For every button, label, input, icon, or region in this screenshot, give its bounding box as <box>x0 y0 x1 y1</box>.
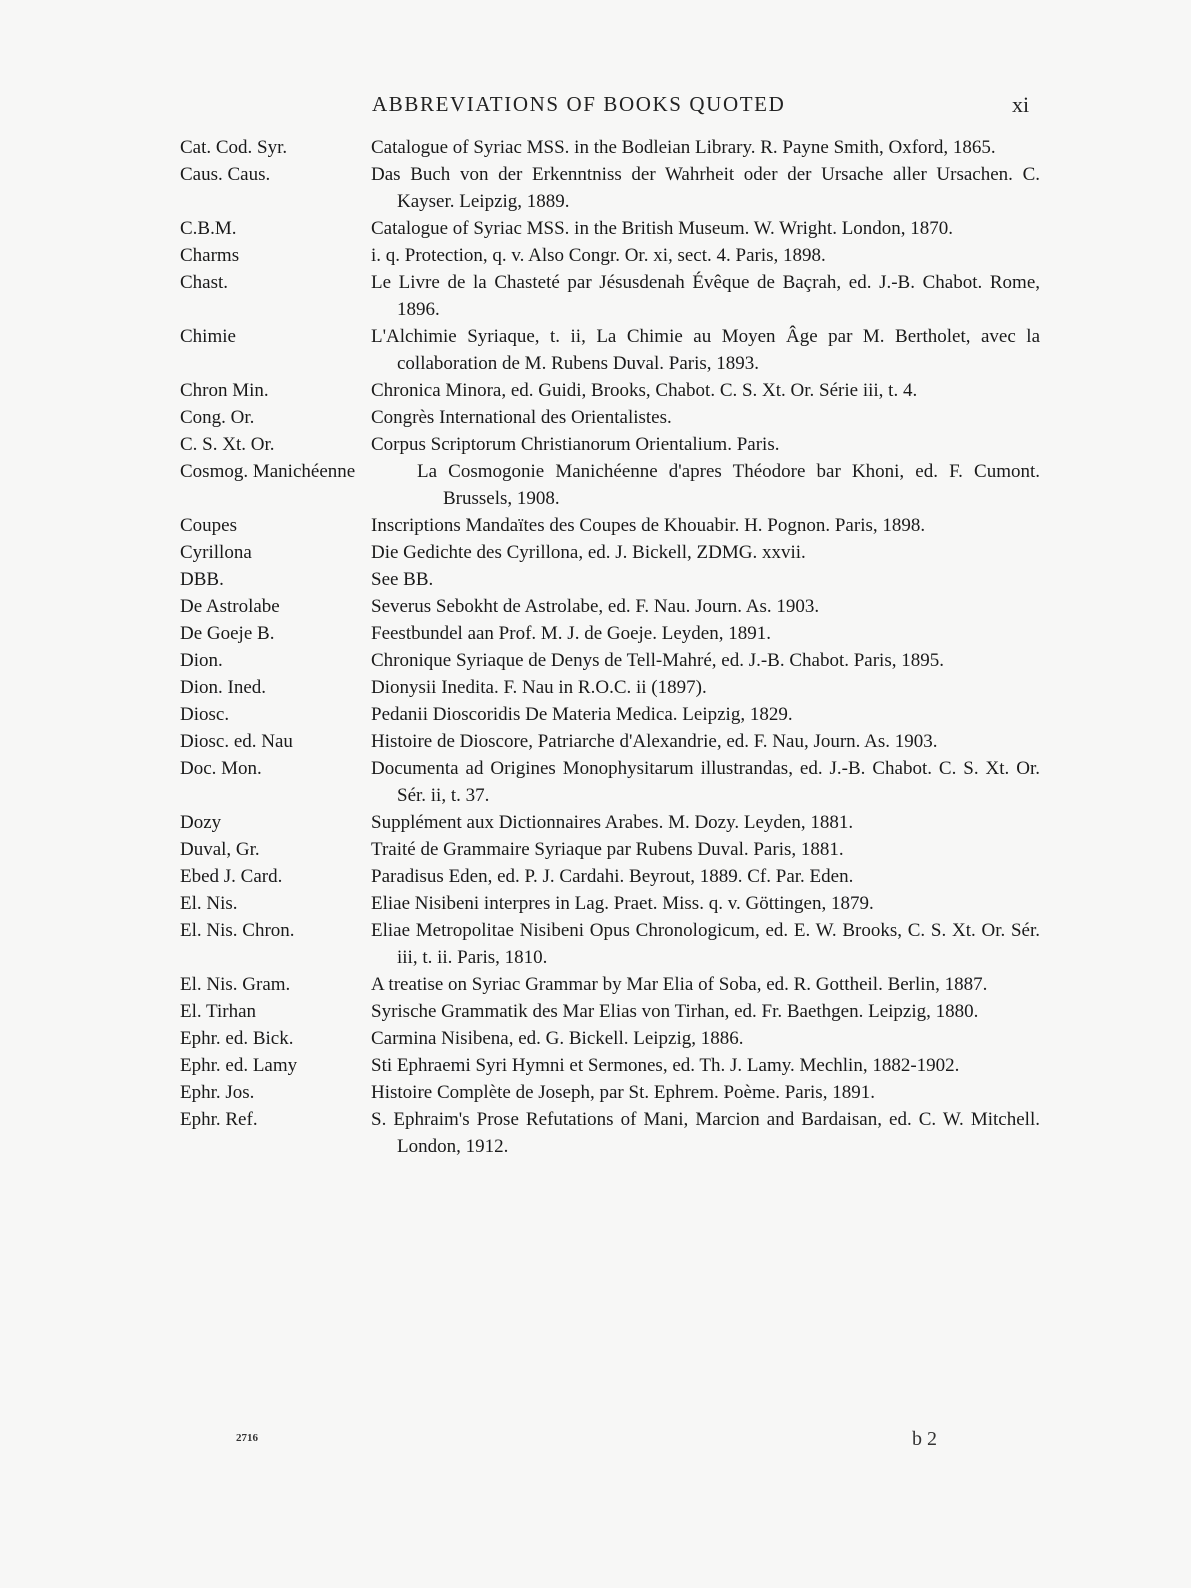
entry-abbreviation: DBB. <box>180 569 224 590</box>
entry-description: Eliae Nisibeni interpres in Lag. Praet. Miss. q. v. Göttingen, 1879. <box>371 893 874 914</box>
entry-description: Inscriptions Mandaïtes des Coupes de Khouabir. H. Pognon. Paris, 1898. <box>371 515 926 536</box>
entry-abbreviation: Cyrillona <box>180 542 252 563</box>
abbreviation-entry <box>180 998 1040 1025</box>
abbreviation-entry <box>180 890 1040 917</box>
running-title: ABBREVIATIONS OF BOOKS QUOTED <box>372 92 786 116</box>
entry-description: Eliae Metropolitae Nisibeni Opus Chronologicum, ed. E. W. Brooks, C. S. Xt. Or. Sér. iii, t. ii. Paris, 1810. <box>371 920 1040 968</box>
abbreviation-entry <box>180 377 1040 404</box>
entry-abbreviation: Coupes <box>180 515 237 536</box>
entry-description: Sti Ephraemi Syri Hymni et Sermones, ed. Th. J. Lamy. Mechlin, 1882-1902. <box>371 1055 960 1076</box>
abbreviation-entry <box>180 404 1040 431</box>
entry-abbreviation: Chron Min. <box>180 380 269 401</box>
abbreviation-entry <box>180 755 1040 809</box>
entry-description: Histoire Complète de Joseph, par St. Ephrem. Poème. Paris, 1891. <box>371 1082 875 1103</box>
entry-description: i. q. Protection, q. v. Also Congr. Or. xi, sect. 4. Paris, 1898. <box>371 245 826 266</box>
abbreviation-entry <box>180 674 1040 701</box>
entry-abbreviation: Ebed J. Card. <box>180 866 283 887</box>
entry-description: Paradisus Eden, ed. P. J. Cardahi. Beyrout, 1889. Cf. Par. Eden. <box>371 866 854 887</box>
abbreviation-entry <box>180 728 1040 755</box>
entry-description: Das Buch von der Erkenntniss der Wahrheit oder der Ursache aller Ursachen. C. Kayser. Leipzig, 1889. <box>371 164 1040 212</box>
abbreviation-entry <box>180 1025 1040 1052</box>
abbreviation-entry <box>180 539 1040 566</box>
entry-abbreviation: Doc. Mon. <box>180 758 262 779</box>
abbreviation-entry <box>180 809 1040 836</box>
entry-abbreviation: Ephr. Jos. <box>180 1082 255 1103</box>
abbreviation-entry <box>180 458 1040 512</box>
entry-description: L'Alchimie Syriaque, t. ii, La Chimie au Moyen Âge par M. Bertholet, avec la collaboration de M. Rubens Duval. Paris, 1893. <box>371 326 1040 374</box>
entry-abbreviation: De Goeje B. <box>180 623 275 644</box>
entry-abbreviation: Cong. Or. <box>180 407 255 428</box>
entry-abbreviation: C. S. Xt. Or. <box>180 434 275 455</box>
entry-abbreviation: Chast. <box>180 272 229 293</box>
abbreviation-entry <box>180 161 1040 215</box>
entry-abbreviation: Cat. Cod. Syr. <box>180 137 288 158</box>
page-header <box>0 92 1191 122</box>
signature-mark: b 2 <box>912 1428 937 1450</box>
abbreviation-entry <box>180 863 1040 890</box>
signature-number: 2716 <box>236 1432 258 1444</box>
entry-abbreviation: Duval, Gr. <box>180 839 260 860</box>
abbreviation-entry <box>180 1052 1040 1079</box>
entry-description: Le Livre de la Chasteté par Jésusdenah Évêque de Baçrah, ed. J.-B. Chabot. Rome, 1896. <box>371 272 1040 320</box>
entry-description: Documenta ad Origines Monophysitarum illustrandas, ed. J.-B. Chabot. C. S. Xt. Or. Sér. ii, t. 37. <box>371 758 1040 806</box>
abbreviation-entry <box>180 701 1040 728</box>
page-number: xi <box>1012 92 1030 117</box>
entry-description: Carmina Nisibena, ed. G. Bickell. Leipzig, 1886. <box>371 1028 744 1049</box>
entry-description: Catalogue of Syriac MSS. in the British Museum. W. Wright. London, 1870. <box>371 218 954 239</box>
entry-description: Corpus Scriptorum Christianorum Orientalium. Paris. <box>371 434 780 455</box>
entry-abbreviation: Caus. Caus. <box>180 164 271 185</box>
entry-description: Pedanii Dioscoridis De Materia Medica. Leipzig, 1829. <box>371 704 793 725</box>
entry-abbreviation: Dozy <box>180 812 222 833</box>
abbreviation-entry <box>180 1079 1040 1106</box>
entry-description: Severus Sebokht de Astrolabe, ed. F. Nau. Journ. As. 1903. <box>371 596 820 617</box>
entry-description: Feestbundel aan Prof. M. J. de Goeje. Leyden, 1891. <box>371 623 771 644</box>
entry-abbreviation: Dion. <box>180 650 223 671</box>
entry-abbreviation: Ephr. ed. Lamy <box>180 1055 298 1076</box>
abbreviation-entry <box>180 566 1040 593</box>
abbreviation-entry <box>180 269 1040 323</box>
abbreviation-entry <box>180 215 1040 242</box>
abbreviation-entry <box>180 917 1040 971</box>
abbreviation-entry <box>180 971 1040 998</box>
entry-description: Chronica Minora, ed. Guidi, Brooks, Chabot. C. S. Xt. Or. Série iii, t. 4. <box>371 380 918 401</box>
entry-description: Congrès International des Orientalistes. <box>371 407 672 428</box>
entry-abbreviation: Chimie <box>180 326 236 347</box>
abbreviation-entry <box>180 134 1040 161</box>
abbreviation-entry <box>180 620 1040 647</box>
abbreviation-list <box>180 134 1040 1160</box>
entry-abbreviation: El. Nis. <box>180 893 238 914</box>
entry-abbreviation: Charms <box>180 245 240 266</box>
abbreviation-entry <box>180 323 1040 377</box>
entry-description: A treatise on Syriac Grammar by Mar Elia of Soba, ed. R. Gottheil. Berlin, 1887. <box>371 974 988 995</box>
abbreviation-entry <box>180 593 1040 620</box>
entry-abbreviation: De Astrolabe <box>180 596 280 617</box>
abbreviation-entry <box>180 1106 1040 1160</box>
abbreviation-entry <box>180 431 1040 458</box>
entry-abbreviation: El. Nis. Gram. <box>180 974 291 995</box>
entry-description: Dionysii Inedita. F. Nau in R.O.C. ii (1897). <box>371 677 707 698</box>
entry-abbreviation: C.B.M. <box>180 218 237 239</box>
entry-description: Chronique Syriaque de Denys de Tell-Mahré, ed. J.-B. Chabot. Paris, 1895. <box>371 650 944 671</box>
abbreviation-entry <box>180 512 1040 539</box>
entry-description: S. Ephraim's Prose Refutations of Mani, Marcion and Bardaisan, ed. C. W. Mitchell. London, 1912. <box>371 1109 1040 1157</box>
entry-description: Syrische Grammatik des Mar Elias von Tirhan, ed. Fr. Baethgen. Leipzig, 1880. <box>371 1001 979 1022</box>
abbreviation-entry <box>180 242 1040 269</box>
entry-abbreviation: Cosmog. Manichéenne <box>180 461 356 482</box>
entry-abbreviation: Diosc. ed. Nau <box>180 731 293 752</box>
entry-description: Traité de Grammaire Syriaque par Rubens Duval. Paris, 1881. <box>371 839 844 860</box>
entry-description: La Cosmogonie Manichéenne d'apres Théodore bar Khoni, ed. F. Cumont. Brussels, 1908. <box>417 461 1040 509</box>
entry-abbreviation: Diosc. <box>180 704 230 725</box>
entry-description: Catalogue of Syriac MSS. in the Bodleian Library. R. Payne Smith, Oxford, 1865. <box>371 137 996 158</box>
entry-abbreviation: Dion. Ined. <box>180 677 267 698</box>
entry-abbreviation: El. Nis. Chron. <box>180 920 295 941</box>
abbreviation-entry <box>180 647 1040 674</box>
entry-abbreviation: El. Tirhan <box>180 1001 257 1022</box>
abbreviation-entry <box>180 836 1040 863</box>
entry-description: Histoire de Dioscore, Patriarche d'Alexandrie, ed. F. Nau, Journ. As. 1903. <box>371 731 938 752</box>
entry-abbreviation: Ephr. Ref. <box>180 1109 258 1130</box>
entry-description: See BB. <box>371 569 434 590</box>
entry-description: Die Gedichte des Cyrillona, ed. J. Bickell, ZDMG. xxvii. <box>371 542 806 563</box>
entry-abbreviation: Ephr. ed. Bick. <box>180 1028 294 1049</box>
entry-description: Supplément aux Dictionnaires Arabes. M. Dozy. Leyden, 1881. <box>371 812 854 833</box>
